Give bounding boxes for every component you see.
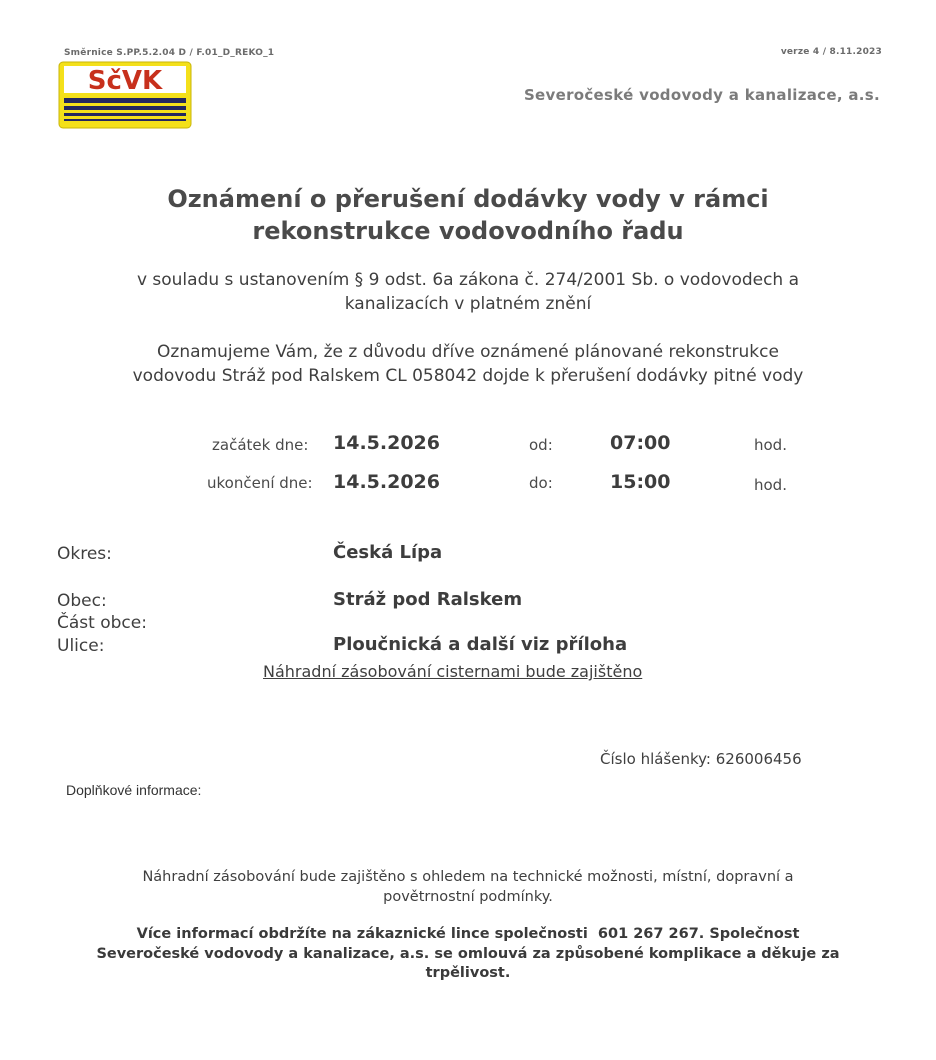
hour-unit-start: hod. bbox=[754, 436, 787, 454]
municipality-label: Obec: bbox=[57, 591, 107, 611]
street-value: Ploučnická a další viz příloha bbox=[333, 634, 628, 655]
municipality-value: Stráž pod Ralskem bbox=[333, 589, 523, 610]
end-date-label: ukončení dne: bbox=[207, 474, 313, 492]
end-date-value: 14.5.2026 bbox=[333, 471, 440, 493]
street-label: Ulice: bbox=[57, 636, 105, 656]
start-time-value: 07:00 bbox=[610, 432, 671, 454]
contact-line-3: trpělivost. bbox=[425, 965, 511, 981]
contact-line-1: Více informací obdržíte na zákaznické lince společnosti 601 267 267. Společnost bbox=[136, 926, 800, 942]
footer-note-line-1: Náhradní zásobování bude zajištěno s ohledem na technické možnosti, místní, dopravní a bbox=[142, 869, 794, 885]
end-time-value: 15:00 bbox=[610, 471, 671, 493]
company-logo bbox=[58, 61, 192, 129]
district-value: Česká Lípa bbox=[333, 542, 443, 563]
legal-basis-line-2: kanalizacích v platném znění bbox=[344, 294, 592, 314]
additional-info-label: Doplňkové informace: bbox=[66, 782, 202, 798]
version-info: verze 4 / 8.11.2023 bbox=[780, 47, 882, 57]
start-date-value: 14.5.2026 bbox=[333, 432, 440, 454]
to-label: do: bbox=[529, 474, 553, 492]
logo-text: SčVK bbox=[87, 66, 163, 96]
legal-basis-line-1: v souladu s ustanovením § 9 odst. 6a zákona č. 274/2001 Sb. o vodovodech a bbox=[136, 270, 800, 290]
from-label: od: bbox=[529, 436, 553, 454]
intro-line-1: Oznamujeme Vám, že z důvodu dříve oznámené plánované rekonstrukce bbox=[157, 342, 779, 362]
municipality-part-label: Část obce: bbox=[57, 613, 147, 633]
district-label: Okres: bbox=[57, 544, 112, 564]
report-number: Číslo hlášenky: 626006456 bbox=[600, 750, 802, 768]
contact-line-2: Severočeské vodovody a kanalizace, a.s. se omlouvá za způsobené komplikace a děkuje za bbox=[96, 946, 840, 962]
intro-line-2: vodovodu Stráž pod Ralskem CL 058042 dojde k přerušení dodávky pitné vody bbox=[132, 366, 804, 386]
hour-unit-end: hod. bbox=[754, 476, 787, 494]
replacement-supply-note: Náhradní zásobování cisternami bude zajištěno bbox=[263, 662, 643, 681]
document-code: Směrnice S.PP.5.2.04 D / F.01_D_REKO_1 bbox=[64, 48, 275, 58]
start-date-label: začátek dne: bbox=[212, 436, 309, 454]
footer-note-line-2: povětrnostní podmínky. bbox=[383, 889, 553, 905]
page-title-line-1: Oznámení o přerušení dodávky vody v rámci bbox=[167, 185, 769, 213]
page-title-line-2: rekonstrukce vodovodního řadu bbox=[252, 217, 684, 245]
company-name: Severočeské vodovody a kanalizace, a.s. bbox=[523, 86, 880, 104]
